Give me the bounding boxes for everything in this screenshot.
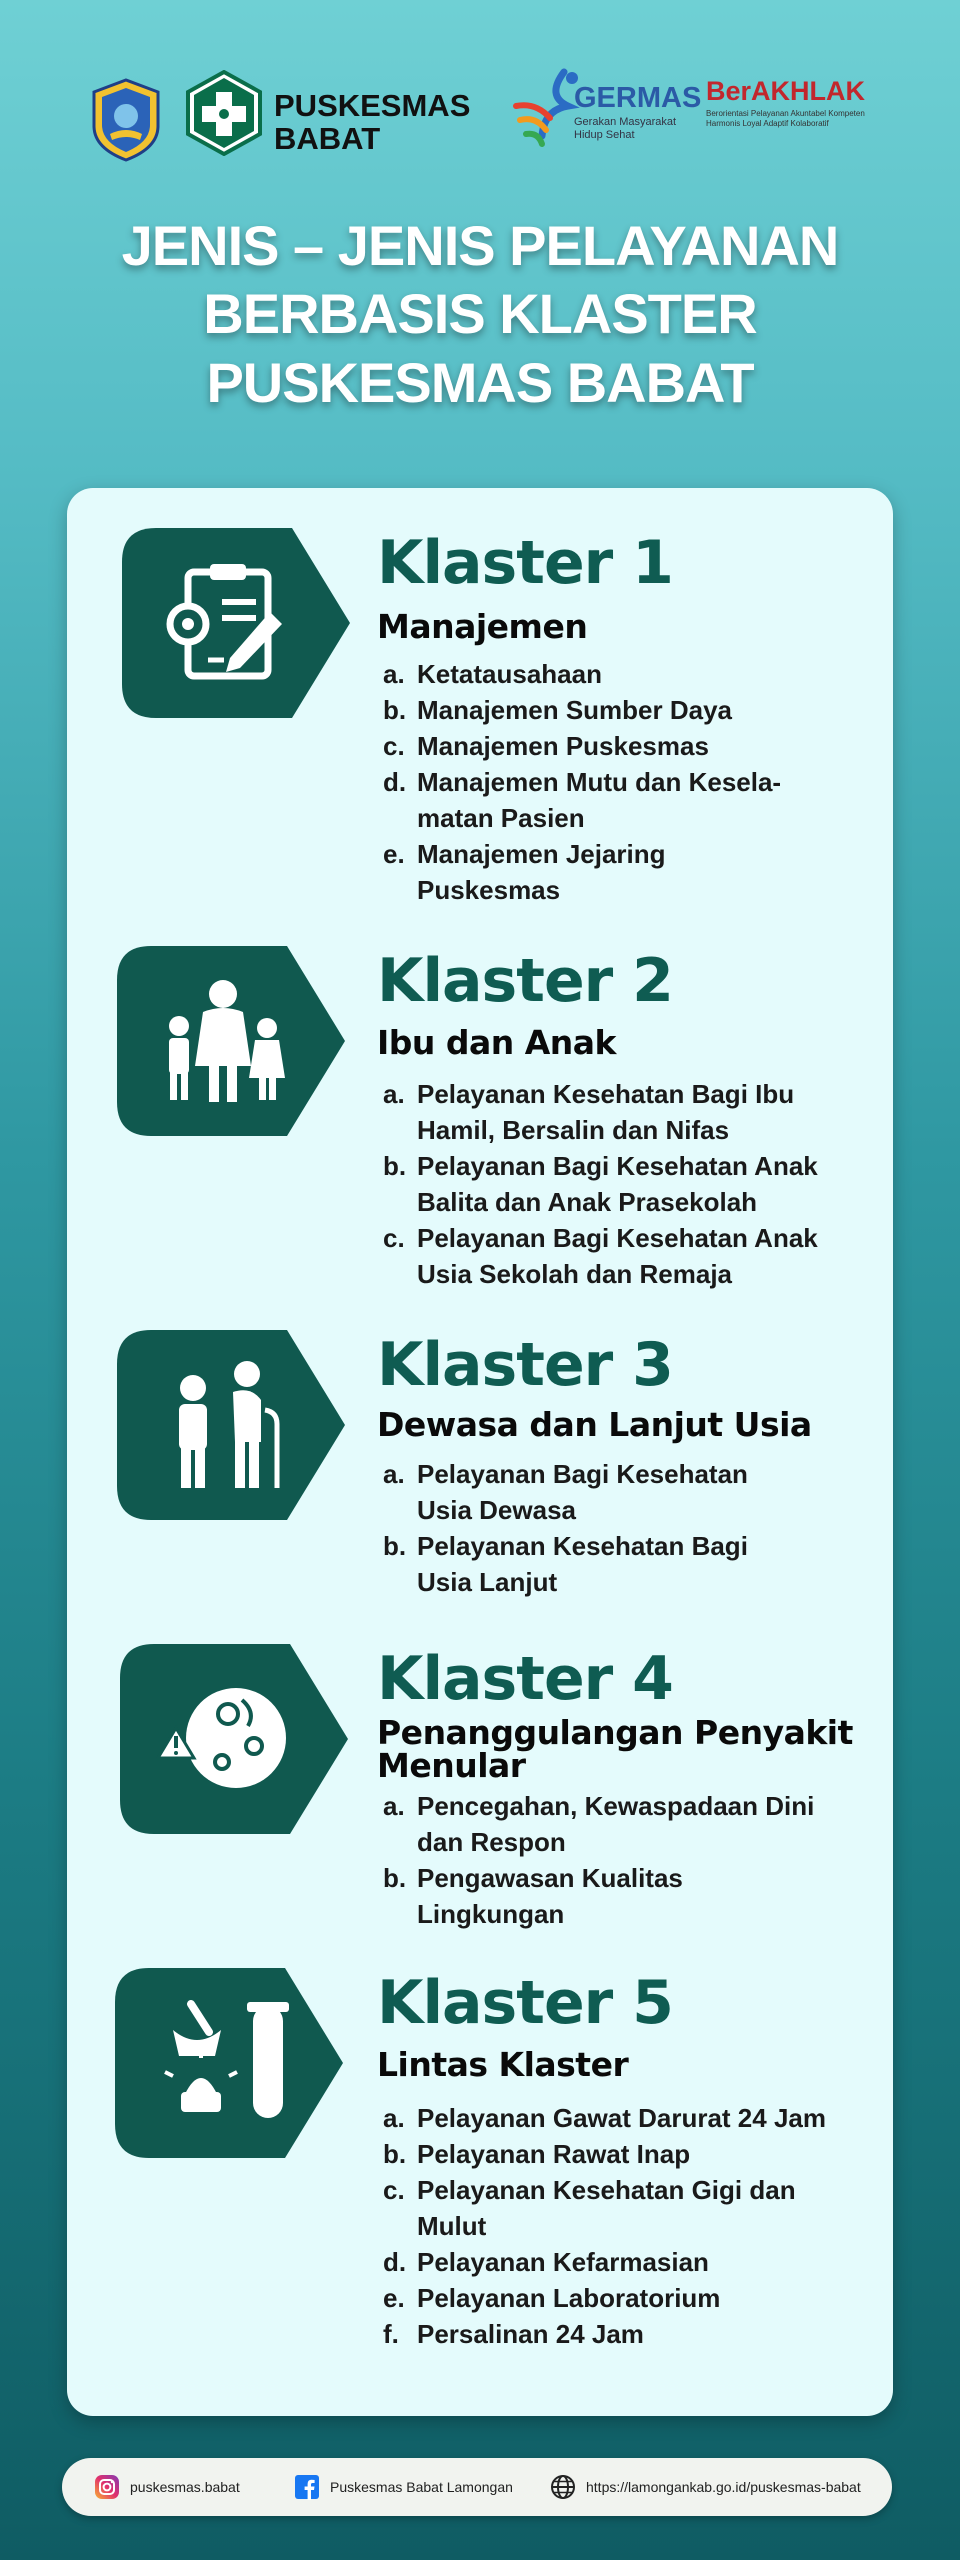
cluster-2-list [383, 1076, 883, 1292]
mother-children-icon [153, 974, 293, 1108]
lamongan-emblem-logo [90, 78, 162, 162]
instagram-link[interactable] [94, 2458, 240, 2516]
list-item: a. Pencegahan, Kewaspadaan Dini dan Respon [383, 1791, 815, 1857]
cluster-card [67, 488, 893, 2416]
cluster-4-title: Klaster 4 [377, 1644, 673, 1714]
facebook-icon [294, 2474, 320, 2500]
berakhlak-logo: BerAKHLAK Berorientasi Pelayanan Akuntabel Kompeten Harmonis Loyal Adaptif Kolaboratif [706, 76, 866, 128]
list-item: c. Manajemen Puskesmas [383, 731, 709, 761]
cluster-3-list [383, 1456, 883, 1600]
facebook-link[interactable] [294, 2458, 513, 2516]
cluster-1-title: Klaster 1 [377, 528, 673, 598]
list-item: a. Pelayanan Kesehatan Bagi Ibu Hamil, Bersalin dan Nifas [383, 1079, 795, 1145]
cluster-3-subtitle: Dewasa dan Lanjut Usia [377, 1405, 812, 1444]
list-item: d. Pelayanan Kefarmasian [383, 2247, 709, 2277]
cluster-5-title: Klaster 5 [377, 1968, 673, 2038]
list-item: b. Manajemen Sumber Daya [383, 695, 733, 725]
cluster-5-subtitle: Lintas Klaster [377, 2045, 629, 2084]
list-item: b. Pelayanan Kesehatan Bagi Usia Lanjut [383, 1531, 748, 1597]
cluster-4-subtitle: Penanggulangan Penyakit Menular [377, 1713, 853, 1785]
list-item: c. Pelayanan Kesehatan Gigi dan Mulut [383, 2175, 796, 2241]
list-item: a. Ketatausahaan [383, 659, 602, 689]
list-item: c. Pelayanan Bagi Kesehatan Anak Usia Sekolah dan Remaja [383, 1223, 818, 1289]
cluster-2-subtitle: Ibu dan Anak [377, 1023, 617, 1062]
cluster-3-title: Klaster 3 [377, 1330, 673, 1400]
cluster-4-list [383, 1788, 883, 1932]
list-item: e. Pelayanan Laboratorium [383, 2283, 721, 2313]
cluster-5-badge [115, 1968, 343, 2158]
cluster-2-title: Klaster 2 [377, 946, 673, 1016]
page-title: JENIS – JENIS PELAYANAN BERBASIS KLASTER PUSKESMAS BABAT [121, 214, 839, 414]
virus-warning-icon [156, 1672, 296, 1806]
cluster-4-badge [120, 1644, 348, 1834]
cluster-1-badge [122, 528, 350, 718]
list-item: a. Pelayanan Bagi Kesehatan Usia Dewasa [383, 1459, 748, 1525]
list-item: f. Persalinan 24 Jam [383, 2319, 644, 2349]
list-item: b. Pengawasan Kualitas Lingkungan [383, 1863, 683, 1929]
instagram-handle: puskesmas.babat [130, 2479, 240, 2495]
germas-text: GERMAS Gerakan Masyarakat Hidup Sehat [574, 82, 702, 141]
cluster-3-badge [117, 1330, 345, 1520]
lab-emergency-icon [151, 1996, 291, 2130]
cluster-1-list [383, 656, 883, 908]
list-item: d. Manajemen Mutu dan Kesela-matan Pasien [383, 767, 782, 833]
adult-elderly-icon [153, 1358, 293, 1492]
puskesmas-babat-wordmark: PUSKESMAS BABAT [274, 88, 471, 156]
website-link[interactable] [550, 2458, 861, 2516]
list-item: b. Pelayanan Rawat Inap [383, 2139, 691, 2169]
list-item: e. Manajemen Jejaring Puskesmas [383, 839, 666, 905]
globe-icon [550, 2474, 576, 2500]
clipboard-gear-icon [158, 556, 298, 690]
cluster-1-subtitle: Manajemen [377, 607, 588, 646]
cluster-2-badge [117, 946, 345, 1136]
list-item: b. Pelayanan Bagi Kesehatan Anak Balita dan Anak Prasekolah [383, 1151, 818, 1217]
website-url: https://lamongankab.go.id/puskesmas-babat [586, 2479, 861, 2495]
facebook-page-name: Puskesmas Babat Lamongan [330, 2479, 513, 2495]
footer-bar [62, 2458, 892, 2516]
puskesmas-cross-logo [186, 70, 262, 156]
list-item: a. Pelayanan Gawat Darurat 24 Jam [383, 2103, 826, 2133]
cluster-5-list [383, 2100, 883, 2352]
instagram-icon [94, 2474, 120, 2500]
